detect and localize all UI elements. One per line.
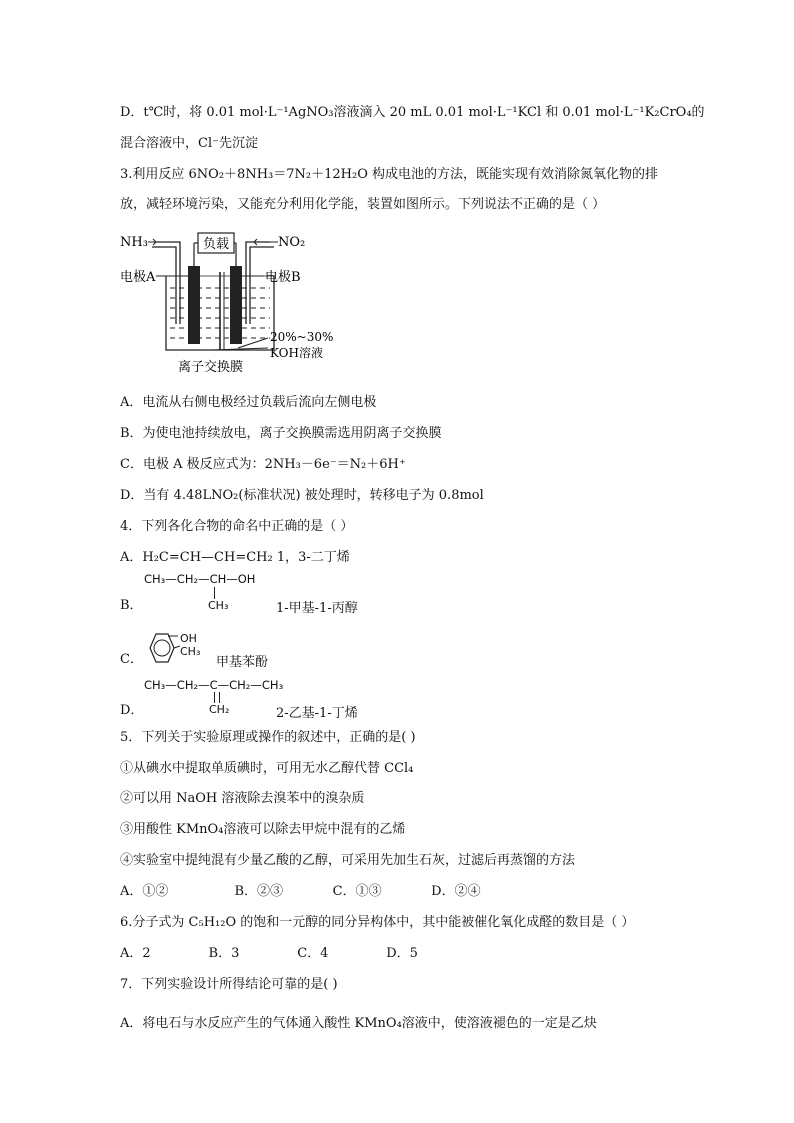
q3-stem-line1: 3.利用反应 6NO₂＋8NH₃＝7N₂＋12H₂O 构成电池的方法，既能实现有效消除氮氧化物的排 xyxy=(120,167,658,182)
battery-diagram-svg xyxy=(118,228,368,376)
q4-d-name: 2-乙基-1-丁烯 xyxy=(276,706,358,721)
q5-item-4: ④实验室中提纯混有少量乙酸的乙醇，可采用先加生石灰，过滤后再蒸馏的方法 xyxy=(120,853,576,868)
battery-diagram xyxy=(118,228,368,376)
membrane-label: 离子交换膜 xyxy=(178,360,244,375)
q4-b-name: 1-甲基-1-丙醇 xyxy=(276,601,358,616)
q6-options: A．2 B．3 C．4 D．5 xyxy=(120,946,418,961)
q3-option-c: C．电极 A 极反应式为：2NH₃－6e⁻＝N₂＋6H⁺ xyxy=(120,457,406,472)
q4-d-label: D． xyxy=(120,703,144,718)
q2-option-d-line1: D．t℃时，将 0.01 mol·L⁻¹AgNO₃溶液滴入 20 mL 0.01 mol·L⁻¹KCl 和 0.01 mol·L⁻¹K₂CrO₄的 xyxy=(120,105,705,120)
q4-b-branch: CH₃ xyxy=(208,599,229,612)
q4-b-bond xyxy=(214,587,215,599)
q3-option-a: A．电流从右侧电极经过负载后流向左侧电极 xyxy=(120,395,377,410)
q4-d-double-bond xyxy=(214,692,220,703)
q3-option-d: D．当有 4.48LNO₂(标准状况) 被处理时，转移电子为 0.8mol xyxy=(120,488,484,503)
q4-c-oh: OH xyxy=(180,632,197,645)
q4-c-name: 甲基苯酚 xyxy=(216,655,269,670)
q2-option-d-line2: 混合溶液中，Cl⁻先沉淀 xyxy=(120,136,258,151)
load-label: 负载 xyxy=(202,237,230,252)
q3-option-b: B．为使电池持续放电，离子交换膜需选用阴离子交换膜 xyxy=(120,426,442,441)
q4-option-a: A．H₂C=CH—CH=CH₂ 1，3-二丁烯 xyxy=(120,550,350,565)
electrode-a-label: 电极A xyxy=(120,270,156,285)
q4-stem: 4．下列各化合物的命名中正确的是（ ） xyxy=(120,519,354,534)
q4-c-ch3: CH₃ xyxy=(180,645,201,658)
q5-options: A．①② B．②③ C．①③ D．②④ xyxy=(120,884,481,899)
q7-option-a: A．将电石与水反应产生的气体通入酸性 KMnO₄溶液中，使溶液褪色的一定是乙炔 xyxy=(120,1016,597,1031)
q3-stem-line2: 放，减轻环境污染，又能充分利用化学能，装置如图所示。下列说法不正确的是（ ） xyxy=(120,197,606,212)
q5-item-3: ③用酸性 KMnO₄溶液可以除去甲烷中混有的乙烯 xyxy=(120,822,406,837)
nh3-label: NH₃ xyxy=(120,235,148,250)
q7-stem: 7．下列实验设计所得结论可靠的是( ) xyxy=(120,977,338,992)
q4-d-structure: CH₃—CH₂—C—CH₂—CH₃ xyxy=(144,678,284,692)
q5-item-2: ②可以用 NaOH 溶液除去溴苯中的溴杂质 xyxy=(120,791,365,806)
q6-stem: 6.分子式为 C₅H₁₂O 的饱和一元醇的同分异构体中，其中能被催化氧化成醛的数目是（ ） xyxy=(120,915,635,930)
q4-c-benzene xyxy=(144,632,184,666)
q5-stem: 5．下列关于实验原理或操作的叙述中，正确的是( ) xyxy=(120,730,416,745)
q4-d-branch: CH₂ xyxy=(209,703,230,716)
electrode-b-label: 电极B xyxy=(265,270,301,285)
concentration-label: 20%~30% xyxy=(270,330,334,344)
koh-label: KOH溶液 xyxy=(270,346,323,360)
q4-b-structure: CH₃—CH₂—CH—OH xyxy=(144,572,256,586)
q4-b-label: B． xyxy=(120,598,143,613)
no2-label: NO₂ xyxy=(278,235,306,250)
q4-c-label: C． xyxy=(120,652,143,667)
q5-item-1: ①从碘水中提取单质碘时，可用无水乙醇代替 CCl₄ xyxy=(120,761,414,776)
